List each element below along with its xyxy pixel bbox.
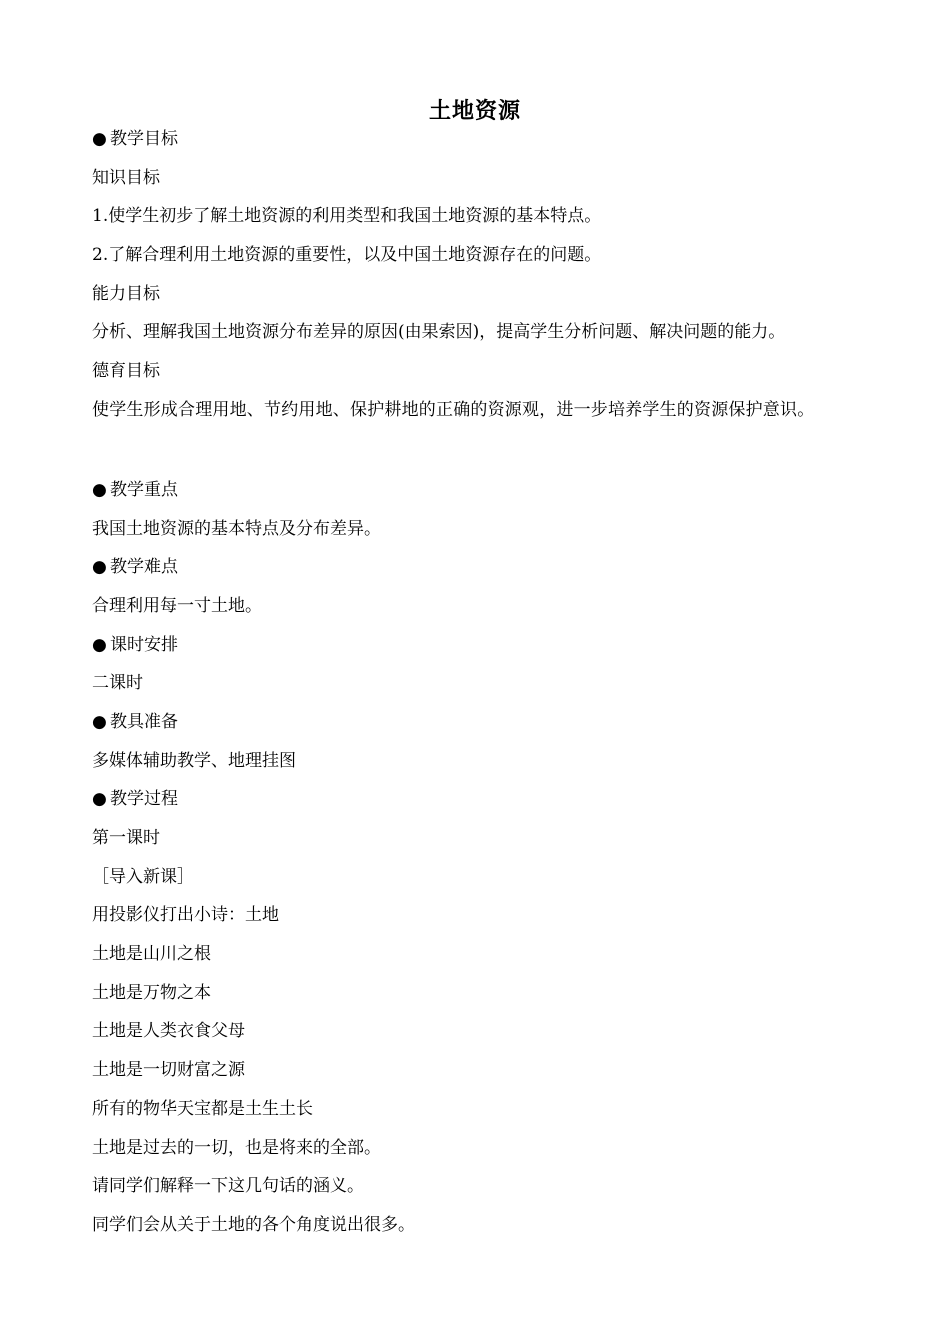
text-line: 合理利用每一寸土地。 [92,595,262,616]
text-line: 所有的物华天宝都是土生土长 [92,1098,313,1119]
text-line: 用投影仪打出小诗：土地 [92,905,279,926]
paragraph: 使学生形成合理用地、节约用地、保护耕地的正确的资源观，进一步培养学生的资源保护意识。 [92,399,815,420]
text-line: 土地是山川之根 [92,944,211,965]
bullet-icon: ● [92,789,107,810]
text-line: 德育目标 [92,361,160,382]
section-heading [92,785,882,824]
text-line: 多媒体辅助教学、地理挂图 [92,750,296,771]
text-line: 知识目标 [92,167,160,188]
text-line: 1.使学生初步了解土地资源的利用类型和我国土地资源的基本特点。 [92,206,602,227]
document-body [92,125,882,1250]
bullet-icon: ● [92,557,107,578]
section-heading [92,125,882,164]
text-line: 同学们会从关于土地的各个角度说出很多。 [92,1214,415,1235]
text-line: 分析、理解我国土地资源分布差异的原因(由果索因)，提高学生分析问题、解决问题的能力。 [92,322,786,343]
section-heading [92,708,882,747]
section-heading-label: 教学目标 [110,129,178,149]
document-title: 土地资源 [428,99,521,124]
text-line: 2.了解合理利用土地资源的重要性，以及中国土地资源存在的问题。 [92,245,602,266]
text-line: ［导入新课］ [92,866,194,887]
section-heading-label: 教学难点 [110,557,178,578]
bullet-icon: ● [92,479,107,500]
section-heading-label: 课时安排 [110,634,178,655]
section-heading-label: 教具准备 [110,711,178,732]
text-line: 二课时 [92,673,143,694]
text-line: 土地是万物之本 [92,982,211,1003]
text-line: 土地是人类衣食父母 [92,1021,245,1042]
text-line: 第一课时 [92,828,160,848]
text-line: 请同学们解释一下这几句话的涵义。 [92,1176,364,1197]
text-line: 我国土地资源的基本特点及分布差异。 [92,518,381,539]
text-line: 能力目标 [92,283,160,304]
section-heading-label: 教学重点 [110,479,178,500]
text-line: 土地是一切财富之源 [92,1060,245,1081]
text-line: 土地是过去的一切，也是将来的全部。 [92,1137,381,1158]
section-heading [92,631,882,670]
section-heading [92,553,882,592]
bullet-icon: ● [92,634,107,655]
section-heading [92,476,882,515]
bullet-icon: ● [92,129,107,149]
bullet-icon: ● [92,711,107,732]
section-heading-label: 教学过程 [110,789,178,810]
